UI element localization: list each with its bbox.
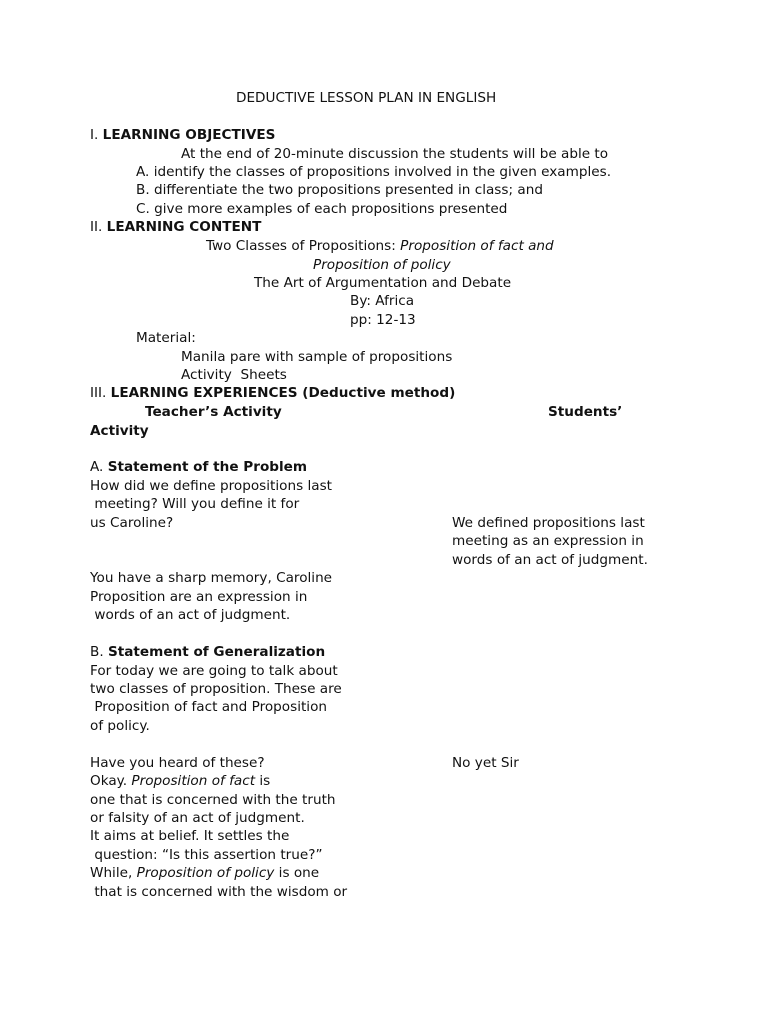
- teacher-line: two classes of proposition. These are: [90, 681, 342, 697]
- students-column-header-wrap: Activity: [90, 423, 149, 439]
- teacher-line: Proposition are an expression in: [90, 589, 308, 605]
- section-1-number: I.: [90, 127, 103, 143]
- teacher-line: question: “Is this assertion true?”: [90, 847, 323, 863]
- section-3-heading: [90, 384, 455, 402]
- student-line: No yet Sir: [452, 755, 519, 771]
- material-label: Material:: [136, 330, 196, 346]
- content-topic-prefix: Two Classes of Propositions:: [206, 238, 401, 254]
- content-book-title: The Art of Argumentation and Debate: [254, 275, 512, 291]
- content-topic-italic-2: Proposition of policy: [313, 257, 451, 273]
- content-topic-line-1: [206, 237, 554, 255]
- teacher-line: meeting? Will you define it for: [90, 496, 300, 512]
- content-topic-italic-1: Proposition of fact and: [400, 238, 554, 254]
- teacher-line: For today we are going to talk about: [90, 663, 338, 679]
- objective-c: C. give more examples of each propositions presented: [136, 201, 508, 217]
- teacher-line: or falsity of an act of judgment.: [90, 810, 305, 826]
- student-line: We defined propositions last: [452, 515, 645, 531]
- teacher-line: of policy.: [90, 718, 150, 734]
- student-line: words of an act of judgment.: [452, 552, 648, 568]
- section-2-heading: [90, 218, 261, 236]
- step-a-heading: A. Statement of the Problem: [90, 459, 308, 475]
- section-2-number: II.: [90, 219, 107, 235]
- teacher-line: that is concerned with the wisdom or: [90, 884, 348, 900]
- students-column-header: Students’: [548, 404, 623, 420]
- teacher-column-header: Teacher’s Activity: [145, 404, 282, 420]
- teacher-line: words of an act of judgment.: [90, 607, 291, 623]
- teacher-line: Proposition of fact and Proposition: [90, 699, 328, 715]
- objectives-intro: At the end of 20-minute discussion the students will be able to: [181, 146, 609, 162]
- student-line: meeting as an expression in: [452, 533, 644, 549]
- step-b-heading: B. Statement of Generalization: [90, 644, 326, 660]
- teacher-line: You have a sharp memory, Caroline: [90, 570, 333, 586]
- content-pages: pp: 12-13: [350, 312, 416, 328]
- material-item-2: Activity Sheets: [181, 367, 287, 383]
- teacher-line: It aims at belief. It settles the: [90, 828, 290, 844]
- teacher-line: one that is concerned with the truth: [90, 792, 336, 808]
- material-item-1: Manila pare with sample of propositions: [181, 349, 453, 365]
- teacher-line: us Caroline?: [90, 515, 174, 531]
- teacher-line: Have you heard of these?: [90, 755, 265, 771]
- section-1-heading: [90, 126, 275, 144]
- objective-a: A. identify the classes of propositions involved in the given examples.: [136, 164, 612, 180]
- teacher-line: Okay. Proposition of fact is: [90, 773, 271, 789]
- teacher-line: How did we define propositions last: [90, 478, 332, 494]
- objective-b: B. differentiate the two propositions presented in class; and: [136, 182, 543, 198]
- teacher-line: While, Proposition of policy is one: [90, 865, 320, 881]
- content-author: By: Africa: [350, 293, 415, 309]
- document-title: DEDUCTIVE LESSON PLAN IN ENGLISH: [236, 90, 497, 106]
- section-1-title: LEARNING OBJECTIVES: [102, 127, 276, 143]
- section-3-title: LEARNING EXPERIENCES (Deductive method): [110, 385, 456, 401]
- content-topic-line-2: [313, 256, 451, 274]
- section-3-number: III.: [90, 385, 111, 401]
- section-2-title: LEARNING CONTENT: [106, 219, 262, 235]
